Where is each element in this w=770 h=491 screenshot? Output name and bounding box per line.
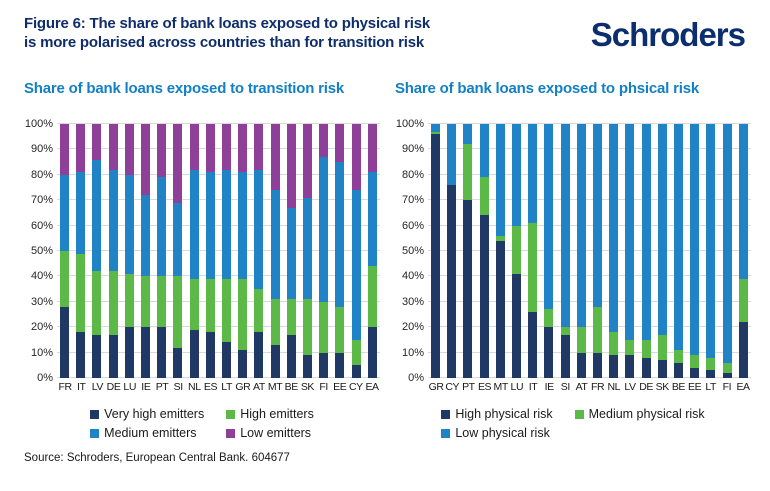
bar-segment <box>674 350 683 363</box>
bar-AT <box>577 124 586 378</box>
bar-segment <box>674 363 683 378</box>
bar-GR <box>238 124 247 378</box>
x-label-EA: EA <box>736 381 750 393</box>
bar-FR <box>593 124 602 378</box>
y-tick-label: 100% <box>395 118 424 130</box>
y-tick-label: 30% <box>30 295 53 308</box>
y-tick-label: 40% <box>401 270 424 283</box>
x-label-CY: CY <box>445 381 460 393</box>
x-label-LU: LU <box>510 381 524 393</box>
figure-title <box>24 14 430 52</box>
bar-segment <box>642 124 651 340</box>
x-label-IE: IE <box>544 381 554 393</box>
legend-label: Medium physical risk <box>588 407 705 421</box>
y-tick-label: 70% <box>401 194 424 207</box>
x-label-LT: LT <box>221 381 232 393</box>
bar-segment <box>206 124 215 172</box>
x-label-SI: SI <box>560 381 570 393</box>
y-tick-label: 60% <box>401 219 424 232</box>
x-label-SK: SK <box>655 381 669 393</box>
bar-segment <box>447 185 456 378</box>
bar-segment <box>658 335 667 360</box>
bar-segment <box>480 215 489 378</box>
y-tick-label: 80% <box>401 168 424 181</box>
bar-segment <box>319 124 328 157</box>
physical-risk-chart <box>395 80 751 440</box>
bar-segment <box>254 332 263 378</box>
bar-segment <box>254 124 263 170</box>
x-label-PT: PT <box>155 381 169 393</box>
bar-segment <box>352 340 361 365</box>
bar-segment <box>625 355 634 378</box>
chart-title-transition: Share of bank loans exposed to transition risk <box>24 80 345 97</box>
bar-segment <box>141 195 150 276</box>
bar-FI <box>319 124 328 378</box>
bar-segment <box>368 172 377 266</box>
bar-SI <box>561 124 570 378</box>
bar-segment <box>254 170 263 289</box>
x-label-PT: PT <box>462 381 475 393</box>
bar-segment <box>92 160 101 272</box>
bar-segment <box>368 266 377 327</box>
bar-BE <box>674 124 683 378</box>
bar-PT <box>157 124 166 378</box>
bar-segment <box>723 124 732 363</box>
x-axis-labels <box>57 381 380 393</box>
bar-segment <box>190 170 199 279</box>
bar-segment <box>125 327 134 378</box>
bar-segment <box>561 124 570 327</box>
bar-segment <box>222 342 231 378</box>
bar-segment <box>287 124 296 208</box>
bar-segment <box>625 340 634 355</box>
legend-swatch-icon <box>575 410 584 419</box>
legend <box>395 407 751 440</box>
bar-segment <box>447 124 456 185</box>
bar-segment <box>739 279 748 322</box>
bar-segment <box>60 251 69 307</box>
bars-container <box>57 124 380 378</box>
y-tick-label: 10% <box>401 346 424 359</box>
bar-segment <box>271 190 280 299</box>
bar-segment <box>206 172 215 279</box>
y-tick-label: 0% <box>37 372 53 384</box>
bar-ES <box>206 124 215 378</box>
y-tick-label: 10% <box>30 346 53 359</box>
x-label-SI: SI <box>173 381 183 393</box>
x-label-FI: FI <box>319 381 328 393</box>
x-label-IE: IE <box>141 381 151 393</box>
bar-segment <box>238 124 247 172</box>
bar-segment <box>723 363 732 373</box>
bar-CY <box>352 124 361 378</box>
x-label-LU: LU <box>123 381 137 393</box>
bar-segment <box>271 124 280 190</box>
bar-segment <box>690 368 699 378</box>
x-label-FR: FR <box>58 381 72 393</box>
bars-container <box>428 124 751 378</box>
bar-segment <box>706 124 715 358</box>
bar-segment <box>577 327 586 352</box>
bar-NL <box>190 124 199 378</box>
bar-segment <box>463 144 472 200</box>
bar-DE <box>642 124 651 378</box>
bar-segment <box>173 276 182 347</box>
bar-IE <box>544 124 553 378</box>
bar-segment <box>335 162 344 307</box>
bar-segment <box>368 327 377 378</box>
bar-segment <box>238 279 247 350</box>
bar-EA <box>368 124 377 378</box>
bar-EE <box>690 124 699 378</box>
bar-segment <box>109 124 118 170</box>
bar-segment <box>528 223 537 312</box>
y-tick-label: 50% <box>401 245 424 257</box>
bar-segment <box>125 124 134 175</box>
bar-segment <box>706 370 715 378</box>
bar-segment <box>173 203 182 277</box>
bar-SK <box>658 124 667 378</box>
bar-segment <box>173 348 182 378</box>
bar-segment <box>335 353 344 378</box>
bar-segment <box>173 124 182 203</box>
x-label-BE: BE <box>284 381 298 393</box>
bar-segment <box>190 124 199 170</box>
x-label-ES: ES <box>203 381 218 393</box>
bar-BE <box>287 124 296 378</box>
bar-segment <box>593 124 602 307</box>
bar-segment <box>141 276 150 327</box>
bar-ES <box>480 124 489 378</box>
bar-segment <box>254 289 263 332</box>
bar-segment <box>238 172 247 279</box>
y-tick-label: 80% <box>30 168 53 181</box>
bar-segment <box>76 332 85 378</box>
x-label-GR: GR <box>235 381 251 393</box>
schroders-logo: Schroders <box>590 16 745 53</box>
x-label-NL: NL <box>607 381 621 393</box>
bar-segment <box>92 271 101 335</box>
x-label-LT: LT <box>705 381 717 393</box>
bar-IT <box>528 124 537 378</box>
bar-segment <box>319 353 328 378</box>
bar-LV <box>625 124 634 378</box>
bar-segment <box>157 177 166 276</box>
bar-segment <box>190 279 199 330</box>
legend-swatch-icon <box>90 429 99 438</box>
bar-segment <box>658 360 667 378</box>
bar-segment <box>577 353 586 378</box>
legend-item <box>441 426 552 440</box>
bar-segment <box>512 274 521 378</box>
bar-segment <box>690 355 699 368</box>
x-label-IT: IT <box>76 381 86 393</box>
bar-FI <box>723 124 732 378</box>
bar-EE <box>335 124 344 378</box>
bar-segment <box>609 332 618 355</box>
bar-segment <box>739 124 748 279</box>
bar-segment <box>544 124 553 309</box>
bar-segment <box>109 335 118 378</box>
bar-segment <box>92 335 101 378</box>
x-label-ES: ES <box>477 381 492 393</box>
bar-PT <box>463 124 472 378</box>
x-label-BE: BE <box>671 381 686 393</box>
bar-segment <box>706 358 715 371</box>
x-label-SK: SK <box>300 381 315 393</box>
bar-segment <box>271 299 280 345</box>
y-axis <box>24 118 57 384</box>
bar-SI <box>173 124 182 378</box>
bar-SK <box>303 124 312 378</box>
legend-swatch-icon <box>226 429 235 438</box>
legend <box>24 407 380 440</box>
x-label-LV: LV <box>624 381 636 393</box>
bar-segment <box>60 307 69 378</box>
bar-NL <box>609 124 618 378</box>
legend-swatch-icon <box>441 429 450 438</box>
bar-MT <box>496 124 505 378</box>
legend-item <box>90 407 204 421</box>
x-label-NL: NL <box>188 381 201 393</box>
plot-area <box>57 124 380 378</box>
x-axis-labels <box>428 381 751 393</box>
x-label-CY: CY <box>348 381 363 393</box>
x-label-EE: EE <box>687 381 702 393</box>
bar-segment <box>674 124 683 350</box>
y-tick-label: 0% <box>408 372 424 384</box>
x-label-GR: GR <box>428 381 444 393</box>
y-tick-label: 60% <box>30 219 53 232</box>
source-line: Source: Schroders, European Central Bank. 604677 <box>24 452 290 464</box>
bar-segment <box>528 124 537 223</box>
x-label-FR: FR <box>591 381 605 393</box>
bar-segment <box>561 327 570 335</box>
bar-segment <box>222 279 231 343</box>
bar-segment <box>544 327 553 378</box>
bar-segment <box>125 274 134 327</box>
bar-segment <box>109 271 118 335</box>
bar-segment <box>238 350 247 378</box>
legend-label: High physical risk <box>455 407 553 421</box>
bar-segment <box>287 335 296 378</box>
bar-segment <box>352 124 361 190</box>
figure-title-line2: is more polarised across countries than for transition risk <box>24 34 424 51</box>
bar-segment <box>463 124 472 144</box>
x-label-EA: EA <box>365 381 379 393</box>
bar-IT <box>76 124 85 378</box>
x-label-FI: FI <box>722 381 732 393</box>
y-tick-label: 30% <box>401 295 424 308</box>
x-label-AT: AT <box>575 381 588 393</box>
bar-segment <box>642 340 651 358</box>
bar-segment <box>222 170 231 279</box>
bar-segment <box>157 124 166 177</box>
bar-segment <box>206 279 215 332</box>
bar-segment <box>303 124 312 198</box>
y-tick-label: 90% <box>30 143 53 156</box>
bar-LU <box>512 124 521 378</box>
bar-EA <box>739 124 748 378</box>
transition-risk-chart <box>24 80 380 440</box>
bar-LT <box>706 124 715 378</box>
bar-segment <box>512 124 521 226</box>
bar-segment <box>593 307 602 353</box>
legend-item <box>441 407 552 421</box>
y-tick-label: 100% <box>24 118 53 130</box>
legend-item <box>226 407 314 421</box>
bar-segment <box>431 124 440 132</box>
bar-segment <box>335 124 344 162</box>
bar-segment <box>60 124 69 175</box>
bar-segment <box>319 302 328 353</box>
bar-segment <box>723 373 732 378</box>
bar-segment <box>319 157 328 302</box>
bar-segment <box>496 241 505 378</box>
bar-segment <box>109 170 118 272</box>
bar-segment <box>368 124 377 172</box>
legend-label: Medium emitters <box>104 426 197 440</box>
bar-LT <box>222 124 231 378</box>
bar-segment <box>561 335 570 378</box>
legend-label: High emitters <box>240 407 314 421</box>
bar-segment <box>690 124 699 355</box>
legend-label: Low emitters <box>240 426 312 440</box>
legend-item <box>575 407 705 421</box>
y-tick-label: 20% <box>401 321 424 334</box>
bar-segment <box>76 254 85 333</box>
bar-segment <box>642 358 651 378</box>
x-label-DE: DE <box>106 381 121 393</box>
legend-label: Low physical risk <box>455 426 550 440</box>
bar-segment <box>739 322 748 378</box>
x-label-LV: LV <box>91 381 104 393</box>
bar-segment <box>625 124 634 340</box>
x-label-MT: MT <box>267 381 283 393</box>
x-label-IT: IT <box>528 381 538 393</box>
bar-CY <box>447 124 456 378</box>
legend-swatch-icon <box>90 410 99 419</box>
plot-area <box>428 124 751 378</box>
bar-segment <box>76 172 85 253</box>
bar-LV <box>92 124 101 378</box>
y-tick-label: 50% <box>30 245 53 257</box>
bar-segment <box>222 124 231 170</box>
bar-segment <box>512 226 521 274</box>
x-label-DE: DE <box>639 381 653 393</box>
bar-segment <box>125 175 134 274</box>
bar-segment <box>60 175 69 251</box>
bar-segment <box>352 365 361 378</box>
bar-segment <box>528 312 537 378</box>
bar-segment <box>577 124 586 327</box>
bar-segment <box>76 124 85 172</box>
bar-IE <box>141 124 150 378</box>
bar-segment <box>303 355 312 378</box>
bar-segment <box>609 124 618 332</box>
y-tick-label: 40% <box>30 270 53 283</box>
bar-segment <box>287 299 296 335</box>
bar-MT <box>271 124 280 378</box>
bar-FR <box>60 124 69 378</box>
bar-segment <box>141 124 150 195</box>
x-label-EE: EE <box>333 381 347 393</box>
x-label-MT: MT <box>493 381 508 393</box>
bar-segment <box>352 190 361 340</box>
bar-AT <box>254 124 263 378</box>
y-tick-label: 20% <box>30 321 53 334</box>
legend-item <box>226 426 314 440</box>
y-axis <box>395 118 428 384</box>
y-tick-label: 70% <box>30 194 53 207</box>
bar-segment <box>190 330 199 378</box>
bar-segment <box>335 307 344 353</box>
bar-segment <box>480 177 489 215</box>
bar-segment <box>496 124 505 236</box>
bar-segment <box>609 355 618 378</box>
bar-segment <box>593 353 602 378</box>
bar-segment <box>206 332 215 378</box>
bar-segment <box>544 309 553 327</box>
bar-segment <box>141 327 150 378</box>
bar-LU <box>125 124 134 378</box>
bar-segment <box>658 124 667 335</box>
x-label-AT: AT <box>253 381 265 393</box>
bar-segment <box>303 198 312 300</box>
bar-segment <box>92 124 101 160</box>
bar-GR <box>431 124 440 378</box>
bar-segment <box>431 134 440 378</box>
legend-item <box>90 426 204 440</box>
bar-segment <box>157 327 166 378</box>
legend-swatch-icon <box>441 410 450 419</box>
bar-segment <box>303 299 312 355</box>
bar-segment <box>463 200 472 378</box>
figure-title-line1: Figure 6: The share of bank loans exposed to physical risk <box>24 15 431 32</box>
y-tick-label: 90% <box>401 143 424 156</box>
legend-swatch-icon <box>226 410 235 419</box>
bar-segment <box>157 276 166 327</box>
bar-DE <box>109 124 118 378</box>
legend-label: Very high emitters <box>104 407 205 421</box>
bar-segment <box>480 124 489 177</box>
bar-segment <box>287 208 296 299</box>
bar-segment <box>271 345 280 378</box>
chart-title-physical: Share of bank loans exposed to phsical risk <box>395 80 699 97</box>
